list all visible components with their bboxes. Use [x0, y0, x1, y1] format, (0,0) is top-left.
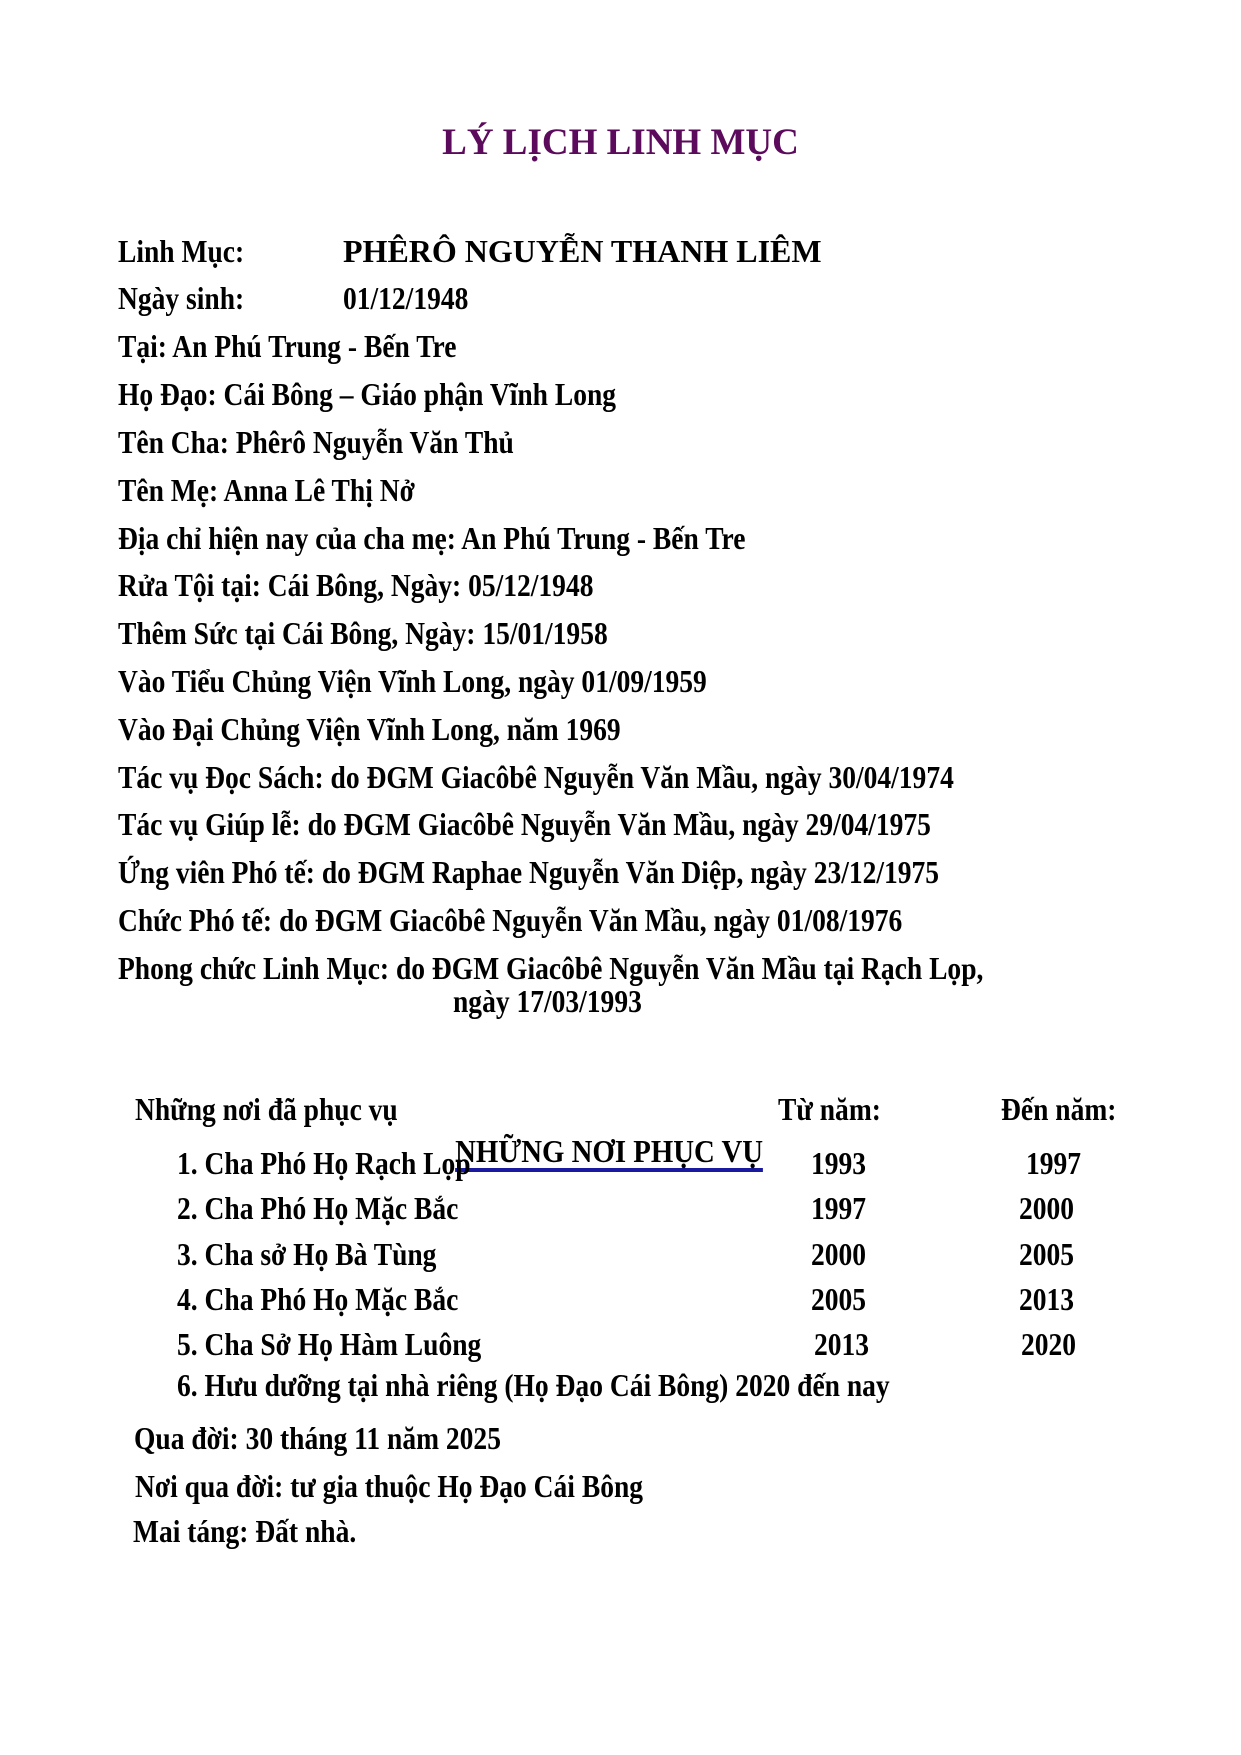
- row-from: 2013: [814, 1326, 870, 1362]
- row-from: 1997: [811, 1190, 867, 1226]
- ordination-line: Phong chức Linh Mục: do ĐGM Giacôbê Nguyễn Văn Mầu tại Rạch Lọp,: [118, 950, 984, 986]
- row-to: 2005: [1019, 1236, 1075, 1272]
- burial-line: Mai táng: Đất nhà.: [133, 1513, 357, 1549]
- minor-seminary-line: Vào Tiểu Chủng Viện Vĩnh Long, ngày 01/09/1959: [118, 663, 707, 699]
- table-header-place: Những nơi đã phục vụ: [135, 1091, 398, 1127]
- row-to: 2000: [1019, 1190, 1075, 1226]
- death-place-line: Nơi qua đời: tư gia thuộc Họ Đạo Cái Bông: [135, 1468, 644, 1504]
- row-to: 2020: [1021, 1326, 1077, 1362]
- row-place: 3. Cha sở Họ Bà Tùng: [177, 1236, 437, 1272]
- acolyte-line: Tác vụ Giúp lễ: do ĐGM Giacôbê Nguyễn Văn Mầu, ngày 29/04/1975: [118, 806, 931, 842]
- row-from: 2005: [811, 1281, 867, 1317]
- diaconate-candidate-line: Ứng viên Phó tế: do ĐGM Raphae Nguyễn Văn Diệp, ngày 23/12/1975: [118, 854, 940, 890]
- lector-line: Tác vụ Đọc Sách: do ĐGM Giacôbê Nguyễn Văn Mầu, ngày 30/04/1974: [118, 759, 954, 795]
- father-line: Tên Cha: Phêrô Nguyễn Văn Thủ: [118, 424, 514, 460]
- document-title: LÝ LỊCH LINH MỤC: [442, 122, 799, 163]
- retirement-line: 6. Hưu dưỡng tại nhà riêng (Họ Đạo Cái Bông) 2020 đến nay: [177, 1367, 890, 1403]
- dob-label: Ngày sinh:: [118, 280, 245, 316]
- priest-name: PHÊRÔ NGUYỄN THANH LIÊM: [343, 233, 822, 269]
- row-place: 5. Cha Sở Họ Hàm Luông: [177, 1326, 482, 1362]
- table-header-to: Đến năm:: [1001, 1091, 1117, 1127]
- row-place: 1. Cha Phó Họ Rạch Lọp: [177, 1145, 471, 1181]
- row-to: 2013: [1019, 1281, 1075, 1317]
- birthplace-line: Tại: An Phú Trung - Bến Tre: [118, 328, 457, 364]
- mother-line: Tên Mẹ: Anna Lê Thị Nở: [118, 472, 415, 508]
- row-from: 1993: [811, 1145, 867, 1181]
- section-heading-text: NHỮNG NƠI PHỤC VỤ: [456, 1134, 764, 1172]
- table-header-from: Từ năm:: [778, 1091, 881, 1127]
- parents-address-line: Địa chỉ hiện nay của cha mẹ: An Phú Trung - Bến Tre: [118, 520, 746, 556]
- parish-line: Họ Đạo: Cái Bông – Giáo phận Vĩnh Long: [118, 376, 617, 412]
- row-place: 4. Cha Phó Họ Mặc Bắc: [177, 1281, 459, 1317]
- dob-value: 01/12/1948: [343, 280, 469, 316]
- priest-label: Linh Mục:: [118, 233, 245, 269]
- confirmation-line: Thêm Sức tại Cái Bông, Ngày: 15/01/1958: [118, 615, 608, 651]
- ordination-date: ngày 17/03/1993: [453, 983, 642, 1019]
- major-seminary-line: Vào Đại Chủng Viện Vĩnh Long, năm 1969: [118, 711, 621, 747]
- diaconate-line: Chức Phó tế: do ĐGM Giacôbê Nguyễn Văn Mầu, ngày 01/08/1976: [118, 902, 903, 938]
- row-place: 2. Cha Phó Họ Mặc Bắc: [177, 1190, 459, 1226]
- death-line: Qua đời: 30 tháng 11 năm 2025: [134, 1420, 501, 1456]
- baptism-line: Rửa Tội tại: Cái Bông, Ngày: 05/12/1948: [118, 567, 594, 603]
- row-to: 1997: [1026, 1145, 1082, 1181]
- row-from: 2000: [811, 1236, 867, 1272]
